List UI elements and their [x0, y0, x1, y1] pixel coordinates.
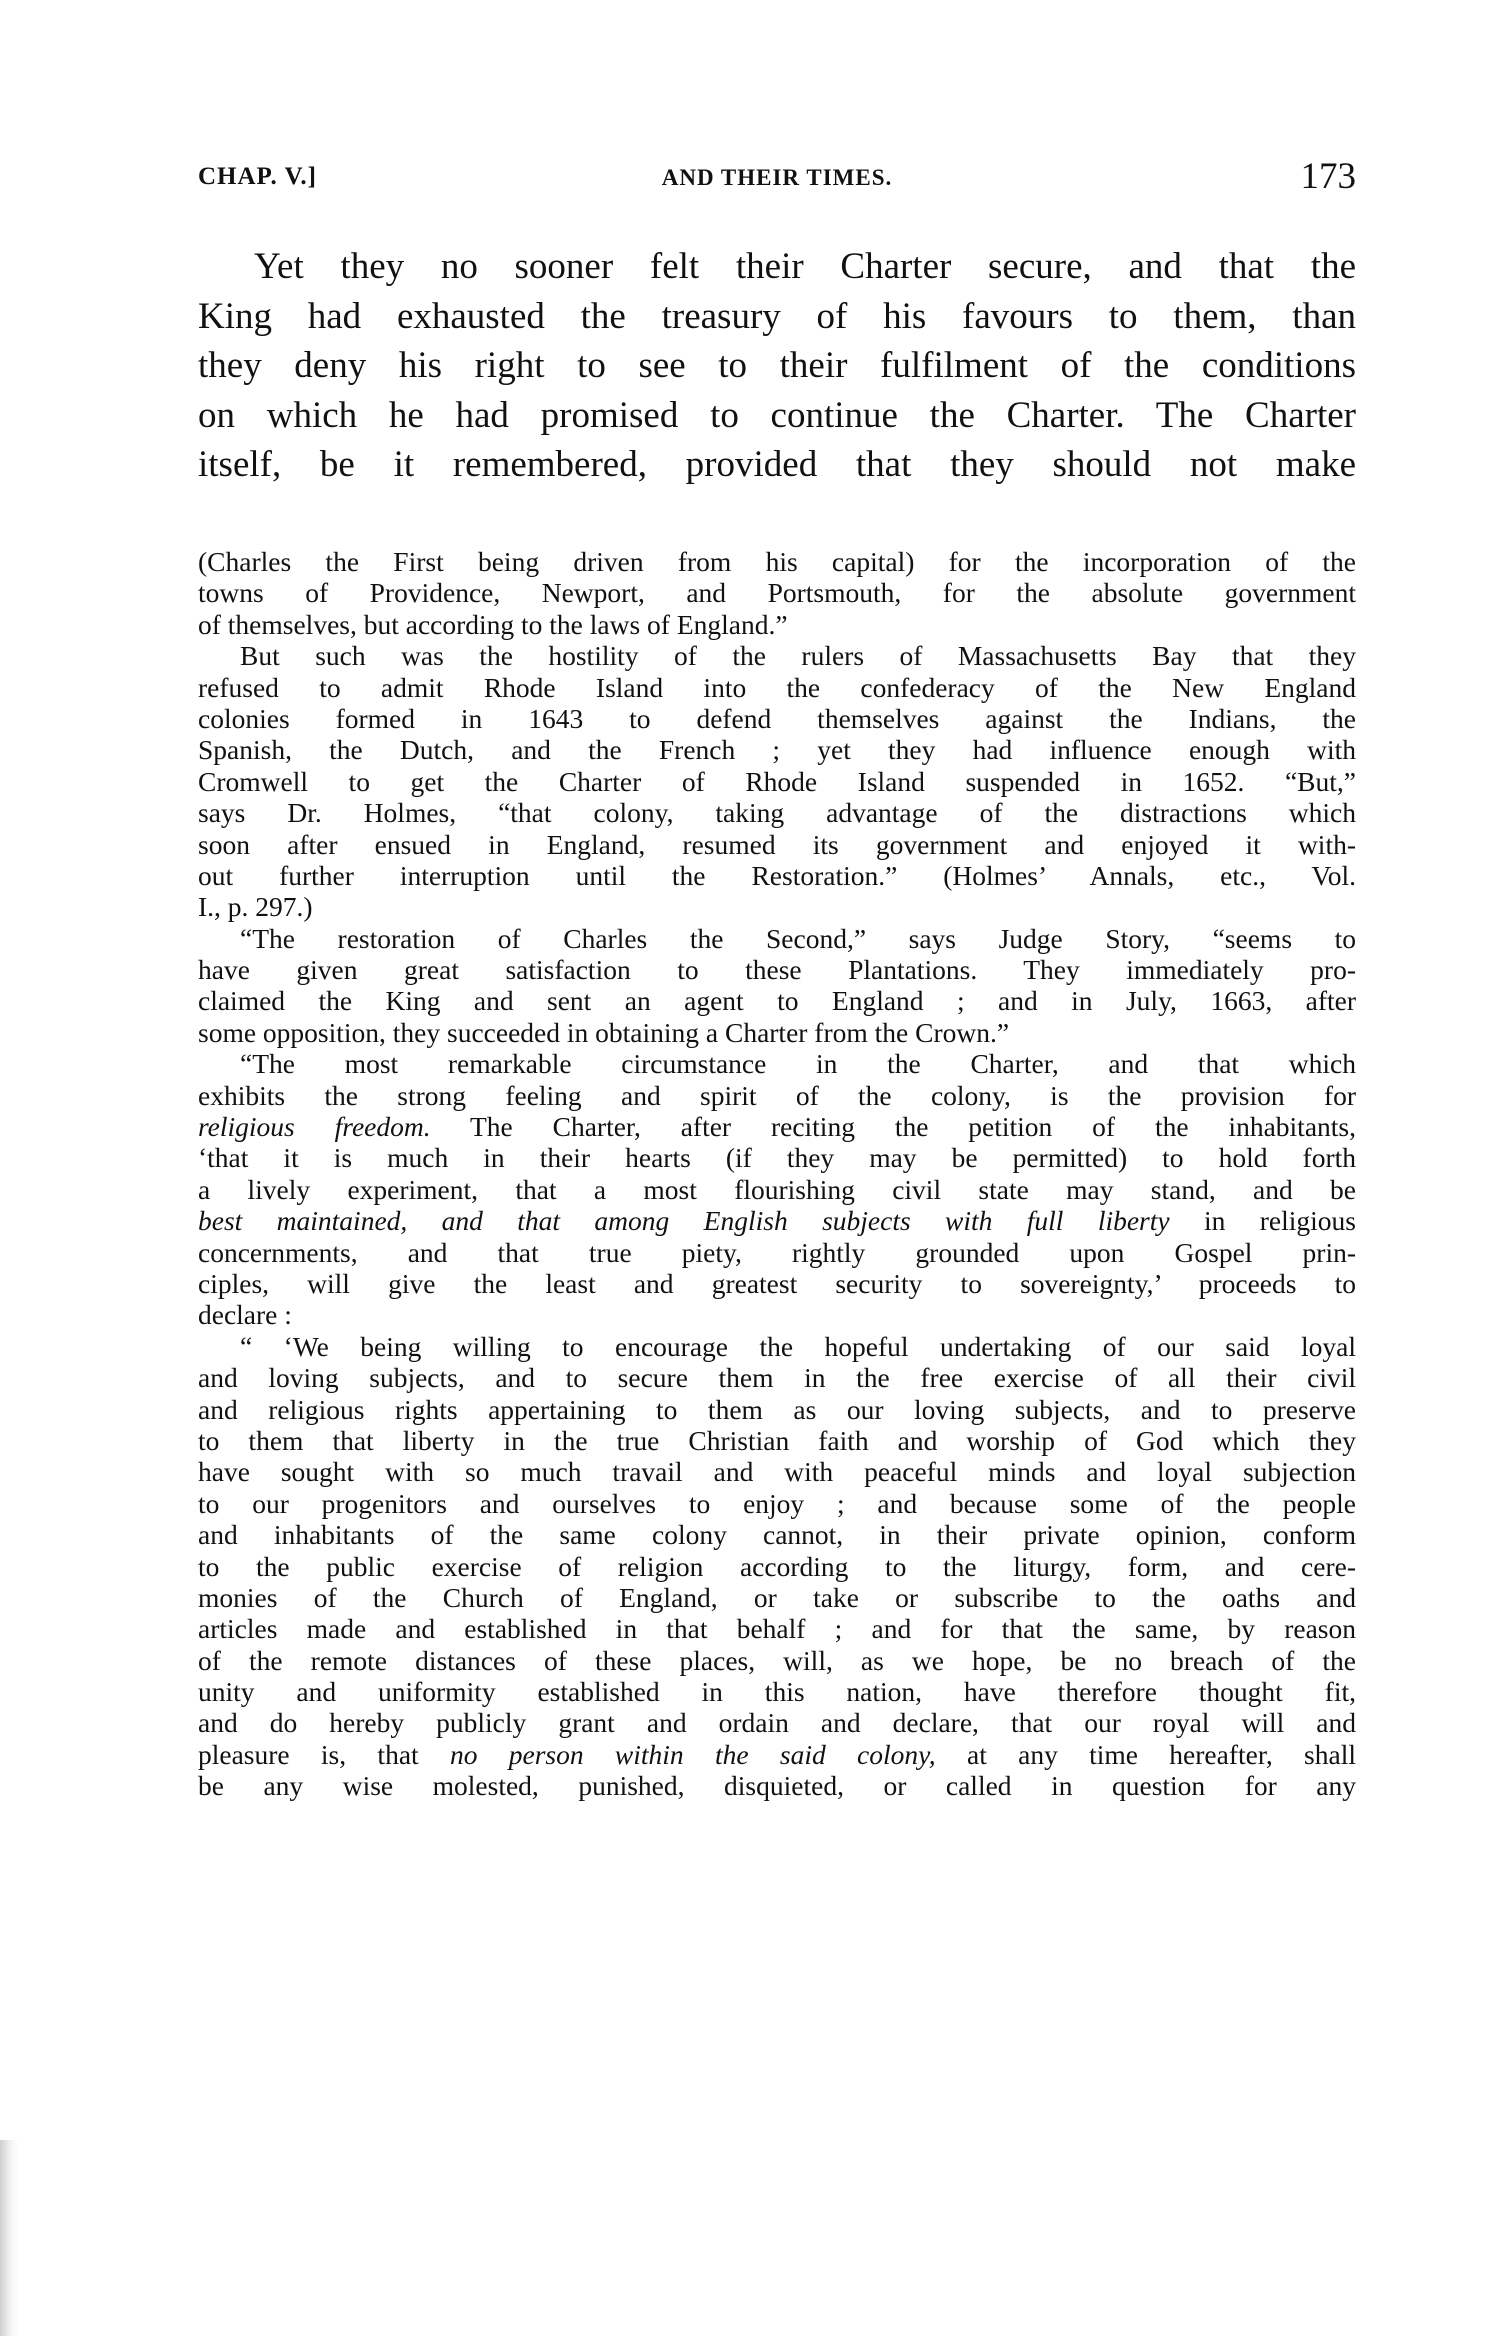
footnote-line — [198, 1111, 1356, 1142]
running-title: AND THEIR TIMES. — [661, 165, 893, 190]
page-number: 173 — [1300, 156, 1356, 197]
text-segment: to the public exercise of religion according to the liturgy, form, and cere- — [198, 1550, 1356, 1582]
footnote-line — [198, 1613, 1356, 1644]
footnote-line — [198, 797, 1356, 828]
text-segment: a lively experiment, that a most flourishing civil state may stand, and be — [198, 1173, 1356, 1205]
text-segment: unity and uniformity established in this nation, have therefore thought fit, — [198, 1676, 1356, 1708]
footnote-line — [198, 1707, 1356, 1738]
text-segment: be any wise molested, punished, disquieted, or called in question for any — [198, 1770, 1356, 1802]
text-line — [198, 391, 1356, 441]
footnote-line — [198, 1551, 1356, 1582]
text-segment: in religious — [1169, 1205, 1356, 1237]
text-segment: on which he had promised to continue the Charter. The Charter — [198, 394, 1356, 436]
footnote-line — [198, 1142, 1356, 1173]
footnote-line — [198, 1080, 1356, 1111]
text-segment: of the remote distances of these places, will, as we hope, be no breach of the — [198, 1644, 1356, 1676]
italic-text: best maintained, and that among English subjects with full liberty — [198, 1205, 1170, 1237]
text-line — [198, 440, 1356, 490]
scan-edge-artifact — [0, 2140, 18, 2336]
italic-text: religious freedom. — [198, 1111, 431, 1143]
italic-text: no person within the said colony, — [449, 1738, 936, 1770]
text-line — [198, 292, 1356, 342]
footnote-line — [198, 829, 1356, 860]
text-segment: towns of Providence, Newport, and Portsmouth, for the absolute government — [198, 577, 1356, 609]
text-segment: articles made and established in that behalf ; and for that the same, by reason — [198, 1613, 1356, 1645]
text-line — [198, 341, 1356, 391]
text-segment: declare : — [198, 1299, 292, 1331]
footnote-line — [198, 1394, 1356, 1425]
text-segment: Spanish, the Dutch, and the French ; yet they had influence enough with — [198, 734, 1356, 766]
text-segment: and inhabitants of the same colony cannot, in their private opinion, conform — [198, 1519, 1356, 1551]
text-segment: claimed the King and sent an agent to England ; and in July, 1663, after — [198, 985, 1356, 1017]
footnote-line — [198, 1048, 1356, 1079]
footnote-line — [198, 1017, 1356, 1048]
footnote-line — [198, 985, 1356, 1016]
text-segment: Yet they no sooner felt their Charter secure, and that the — [254, 246, 1356, 287]
text-segment: they deny his right to see to their fulfilment of the conditions — [198, 345, 1356, 387]
text-segment: colonies formed in 1643 to defend themselves against the Indians, the — [198, 702, 1356, 734]
text-segment: I., p. 297.) — [198, 891, 313, 923]
text-segment: says Dr. Holmes, “that colony, taking advantage of the distractions which — [198, 797, 1356, 829]
footnote-line — [198, 1456, 1356, 1487]
text-segment: to them that liberty in the true Christian faith and worship of God which they — [198, 1424, 1356, 1456]
text-segment: concernments, and that true piety, rightly grounded upon Gospel prin- — [198, 1236, 1356, 1268]
text-segment: monies of the Church of England, or take or subscribe to the oaths and — [198, 1581, 1356, 1613]
running-header — [198, 155, 1356, 199]
text-segment: and do hereby publicly grant and ordain and declare, that our royal will and — [198, 1707, 1356, 1739]
text-line — [198, 242, 1356, 292]
footnote-line — [198, 1205, 1356, 1236]
text-segment: exhibits the strong feeling and spirit of the colony, is the provision for — [198, 1079, 1356, 1111]
text-segment: of themselves, but according to the laws of England.” — [198, 608, 788, 640]
text-segment: (Charles the First being driven from his capital) for the incorporation of the — [198, 546, 1356, 577]
footnote-line — [198, 954, 1356, 985]
text-segment: ciples, will give the least and greatest security to sovereignty,’ proceeds to — [198, 1267, 1356, 1299]
text-segment: But such was the hostility of the rulers of Massachusetts Bay that they — [240, 640, 1356, 672]
text-segment: out further interruption until the Restoration.” (Holmes’ Annals, etc., Vol. — [198, 859, 1356, 891]
footnote-line — [198, 1174, 1356, 1205]
text-segment: have sought with so much travail and with peaceful minds and loyal subjection — [198, 1456, 1356, 1488]
footnote-line — [198, 1582, 1356, 1613]
footnote-line — [198, 1645, 1356, 1676]
footnote-line — [198, 1362, 1356, 1393]
text-segment: “The most remarkable circumstance in the Charter, and that which — [240, 1048, 1356, 1080]
footnote-line — [198, 1331, 1356, 1362]
footnote-line — [198, 1676, 1356, 1707]
footnote-line — [198, 923, 1356, 954]
footnote-line — [198, 546, 1356, 577]
text-segment: have given great satisfaction to these Plantations. They immediately pro- — [198, 954, 1356, 986]
text-segment: and loving subjects, and to secure them in the free exercise of all their civil — [198, 1362, 1356, 1394]
footnote-line — [198, 734, 1356, 765]
footnote-line — [198, 1770, 1356, 1801]
footnote-line — [198, 609, 1356, 640]
footnote-line — [198, 640, 1356, 671]
footnote-line — [198, 672, 1356, 703]
text-segment: pleasure is, that — [198, 1738, 450, 1770]
chapter-label: CHAP. V.] — [198, 163, 317, 190]
text-segment: King had exhausted the treasury of his favours to them, than — [198, 295, 1356, 337]
text-segment: Cromwell to get the Charter of Rhode Island suspended in 1652. “But,” — [198, 765, 1356, 797]
text-segment: ‘that it is much in their hearts (if they may be permitted) to hold forth — [198, 1142, 1356, 1174]
text-segment: some opposition, they succeeded in obtaining a Charter from the Crown.” — [198, 1016, 1010, 1048]
text-segment: refused to admit Rhode Island into the confederacy of the New England — [198, 671, 1356, 703]
main-text — [198, 242, 1356, 490]
footnote-line — [198, 1519, 1356, 1550]
text-segment: The Charter, after reciting the petition of the inhabitants, — [430, 1111, 1356, 1143]
footnote-line — [198, 1425, 1356, 1456]
text-segment: to our progenitors and ourselves to enjoy ; and because some of the people — [198, 1487, 1356, 1519]
footnote-line — [198, 891, 1356, 922]
text-segment: at any time hereafter, shall — [935, 1738, 1356, 1770]
text-segment: and religious rights appertaining to them as our loving subjects, and to preserve — [198, 1393, 1356, 1425]
text-segment: “The restoration of Charles the Second,” says Judge Story, “seems to — [240, 922, 1356, 954]
footnote-line — [198, 703, 1356, 734]
text-segment: “ ‘We being willing to encourage the hopeful undertaking of our said loyal — [240, 1330, 1356, 1362]
footnote-line — [198, 860, 1356, 891]
footnote — [198, 546, 1356, 1802]
text-segment: itself, be it remembered, provided that they should not make — [198, 444, 1356, 486]
footnote-line — [198, 766, 1356, 797]
footnote-line — [198, 1299, 1356, 1330]
footnote-line — [198, 1268, 1356, 1299]
footnote-line — [198, 1488, 1356, 1519]
footnote-line — [198, 1237, 1356, 1268]
footnote-line — [198, 577, 1356, 608]
text-segment: soon after ensued in England, resumed its government and enjoyed it with- — [198, 828, 1356, 860]
footnote-line — [198, 1739, 1356, 1770]
